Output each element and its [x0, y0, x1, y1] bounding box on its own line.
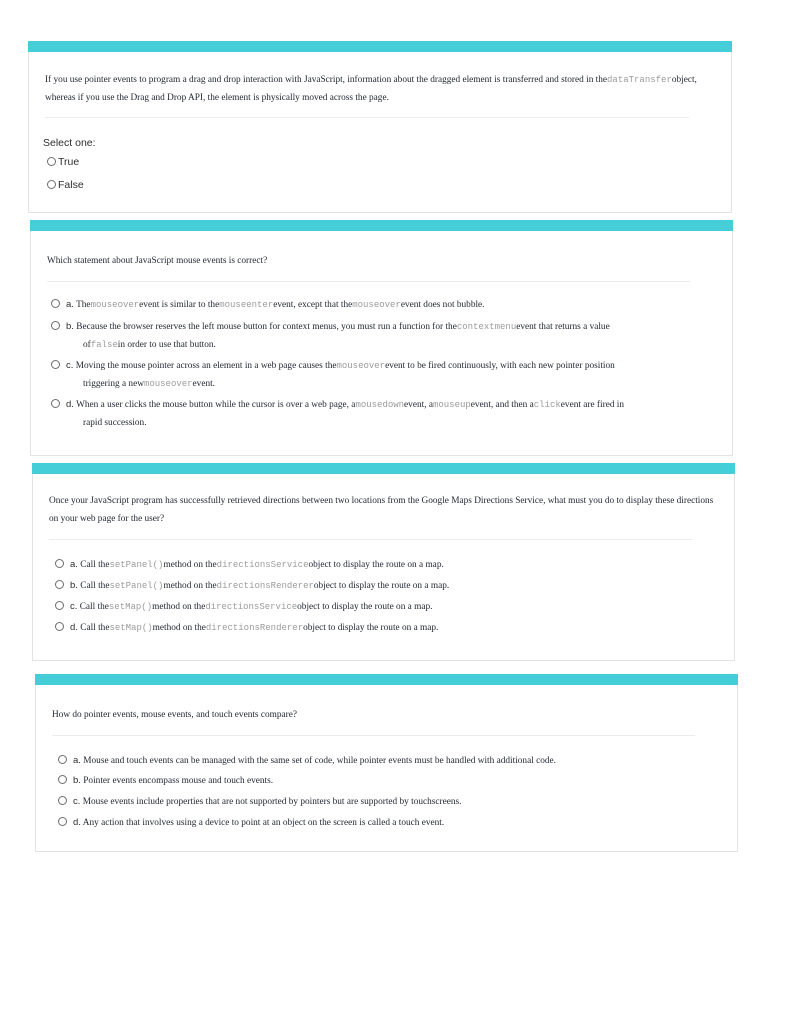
- question-text: Once your JavaScript program has successfully retrieved directions between two locations from the Google Maps Directions Service, what must you do to display these directions on your web page for the user?: [49, 496, 714, 524]
- radio-button[interactable]: [55, 580, 64, 589]
- question-card-3: [32, 463, 735, 661]
- option-c[interactable]: c. Mouse events include properties that are not supported by pointers but are supported by touchscreens.: [58, 793, 719, 812]
- radio-button[interactable]: [51, 299, 60, 308]
- option-c[interactable]: c. Moving the mouse pointer across an element in a web page causes themouseoverevent to be fired continuously, with each new pointer position triggering a newmouseoverevent.: [51, 357, 714, 393]
- option-d[interactable]: d. Call thesetMap()method on thedirectionsRendererobject to display the route on a map.: [55, 619, 716, 638]
- option-b[interactable]: b. Call thesetPanel()method on thedirectionsRendererobject to display the route on a map.: [55, 577, 716, 596]
- option-false[interactable]: False: [43, 177, 713, 195]
- question-header-bar: [30, 220, 733, 231]
- radio-button[interactable]: [55, 559, 64, 568]
- radio-button[interactable]: [51, 360, 60, 369]
- question-card-1: [28, 41, 732, 213]
- option-a[interactable]: a. Themouseoverevent is similar to themouseenterevent, except that themouseoverevent does not bubble.: [51, 296, 714, 315]
- question-text: If you use pointer events to program a drag and drop interaction with JavaScript, information about the dragged element is transferred and stored in thedataTransferobject, whereas if you use the Drag and Drop API, the element is physically moved across the page.: [45, 75, 697, 103]
- separator: [45, 117, 689, 118]
- separator: [52, 735, 695, 736]
- radio-button[interactable]: [47, 157, 56, 166]
- radio-button[interactable]: [55, 622, 64, 631]
- radio-button[interactable]: [58, 775, 67, 784]
- option-true[interactable]: True: [43, 154, 713, 172]
- radio-button[interactable]: [58, 796, 67, 805]
- option-d[interactable]: d. When a user clicks the mouse button while the cursor is over a web page, amousedownevent, amouseupevent, and then aclickevent are fired in rapid succession.: [51, 396, 714, 432]
- select-one-label: Select one:: [43, 137, 96, 149]
- radio-button[interactable]: [51, 321, 60, 330]
- separator: [47, 281, 690, 282]
- option-c[interactable]: c. Call thesetMap()method on thedirectionsServiceobject to display the route on a map.: [55, 598, 716, 617]
- option-b[interactable]: b. Pointer events encompass mouse and touch events.: [58, 772, 719, 791]
- question-header-bar: [35, 674, 738, 685]
- option-d[interactable]: d. Any action that involves using a device to point at an object on the screen is called a touch event.: [58, 814, 719, 833]
- option-b[interactable]: b. Because the browser reserves the left mouse button for context menus, you must run a function for thecontextmenuevent that returns a value offalsein order to use that button.: [51, 318, 714, 354]
- question-text: How do pointer events, mouse events, and touch events compare?: [52, 710, 298, 720]
- radio-button[interactable]: [55, 601, 64, 610]
- question-card-4: [35, 674, 738, 852]
- radio-button[interactable]: [58, 755, 67, 764]
- question-card-2: [30, 220, 733, 456]
- question-header-bar: [28, 41, 732, 52]
- radio-button[interactable]: [47, 180, 56, 189]
- radio-button[interactable]: [51, 399, 60, 408]
- option-a[interactable]: a. Call thesetPanel()method on thedirectionsServiceobject to display the route on a map.: [55, 556, 716, 575]
- separator: [49, 539, 692, 540]
- question-text: Which statement about JavaScript mouse events is correct?: [47, 256, 268, 266]
- radio-button[interactable]: [58, 817, 67, 826]
- option-a[interactable]: a. Mouse and touch events can be managed with the same set of code, while pointer events must be handled with additional code.: [58, 752, 719, 771]
- question-header-bar: [32, 463, 735, 474]
